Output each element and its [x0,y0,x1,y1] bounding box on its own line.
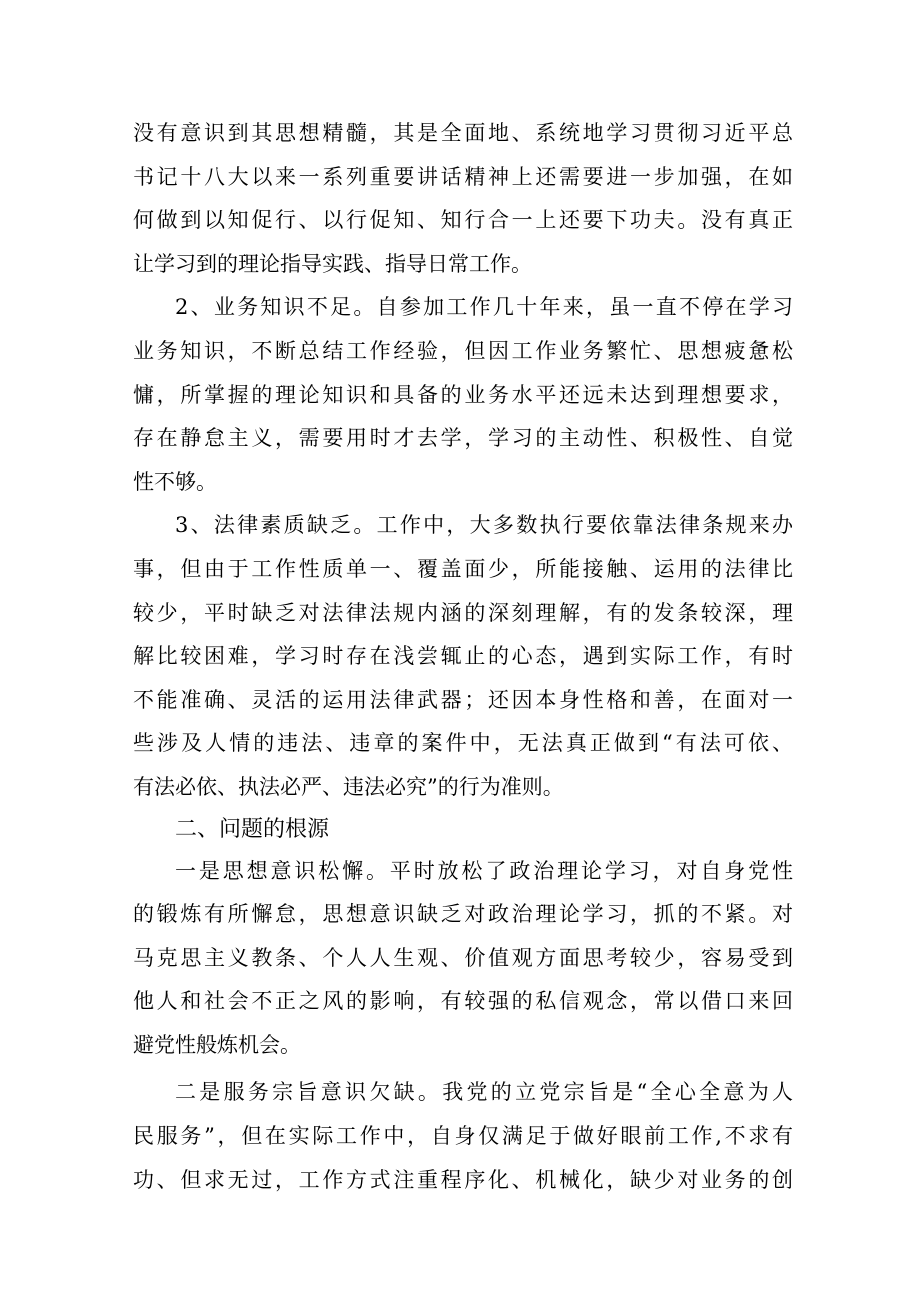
paragraph-line: 他人和社会不正之风的影响，有较强的私信观念，常以借口来回 [133,989,793,1014]
paragraph-line: 马克思主义教条、个人人生观、价值观方面思考较少，容易受到 [133,945,793,970]
document-body [133,112,793,1202]
section-heading: 二、问题的根源 [175,816,330,842]
paragraph-line: 民服务”，但在实际工作中，自身仅满足于做好眼前工作,不求有 [133,1124,793,1149]
paragraph-line: 何做到以知促行、以行促知、知行合一上还要下功夫。没有真正 [133,208,793,233]
paragraph-line: 解比较困难，学习时存在浅尝辄止的心态，遇到实际工作，有时 [133,644,793,669]
paragraph-line: 有法必依、执法必严、违法必究”的行为准则。 [133,774,564,799]
paragraph-line: 些涉及人情的违法、违章的案件中，无法真正做到“有法可依、 [133,731,793,756]
paragraph-line: 二是服务宗旨意识欠缺。我党的立党宗旨是“全心全意为人 [175,1080,793,1105]
paragraph-line: 事，但由于工作性质单一、覆盖面少，所能接触、运用的法律比 [133,556,793,581]
paragraph-line: 不能准确、灵活的运用法律武器；还因本身性格和善，在面对一 [133,687,793,712]
paragraph-line: 性不够。 [133,469,217,494]
paragraph-line: 较少，平时缺乏对法律法规内涵的深刻理解，有的发条较深，理 [133,600,793,625]
paragraph-line: 书记十八大以来一系列重要讲话精神上还需要进一步加强，在如 [133,164,793,189]
paragraph-line: 避党性般炼机会。 [133,1032,301,1057]
paragraph-line: 存在静怠主义，需要用时才去学，学习的主动性、积极性、自觉 [133,426,793,451]
paragraph-line: 2、业务知识不足。自参加工作几十年来，虽一直不停在学习 [175,295,793,320]
paragraph-line: 没有意识到其思想精髓，其是全面地、系统地学习贯彻习近平总 [133,121,793,145]
paragraph-line: 业务知识，不断总结工作经验，但因工作业务繁忙、思想疲惫松 [133,338,793,363]
paragraph-line: 3、法律素质缺乏。工作中，大多数执行要依靠法律条规来办 [175,513,793,538]
paragraph-line: 一是思想意识松懈。平时放松了政治理论学习，对自身党性 [175,858,793,883]
paragraph-line: 让学习到的理论指导实践、指导日常工作。 [133,251,532,276]
paragraph-line: 慵，所掌握的理论知识和具备的业务水平还远未达到理想要求， [133,382,793,407]
paragraph-line: 的锻炼有所懈怠，思想意识缺乏对政治理论学习，抓的不紧。对 [133,902,793,927]
paragraph-line: 功、但求无过，工作方式注重程序化、机械化，缺少对业务的创 [133,1167,793,1192]
